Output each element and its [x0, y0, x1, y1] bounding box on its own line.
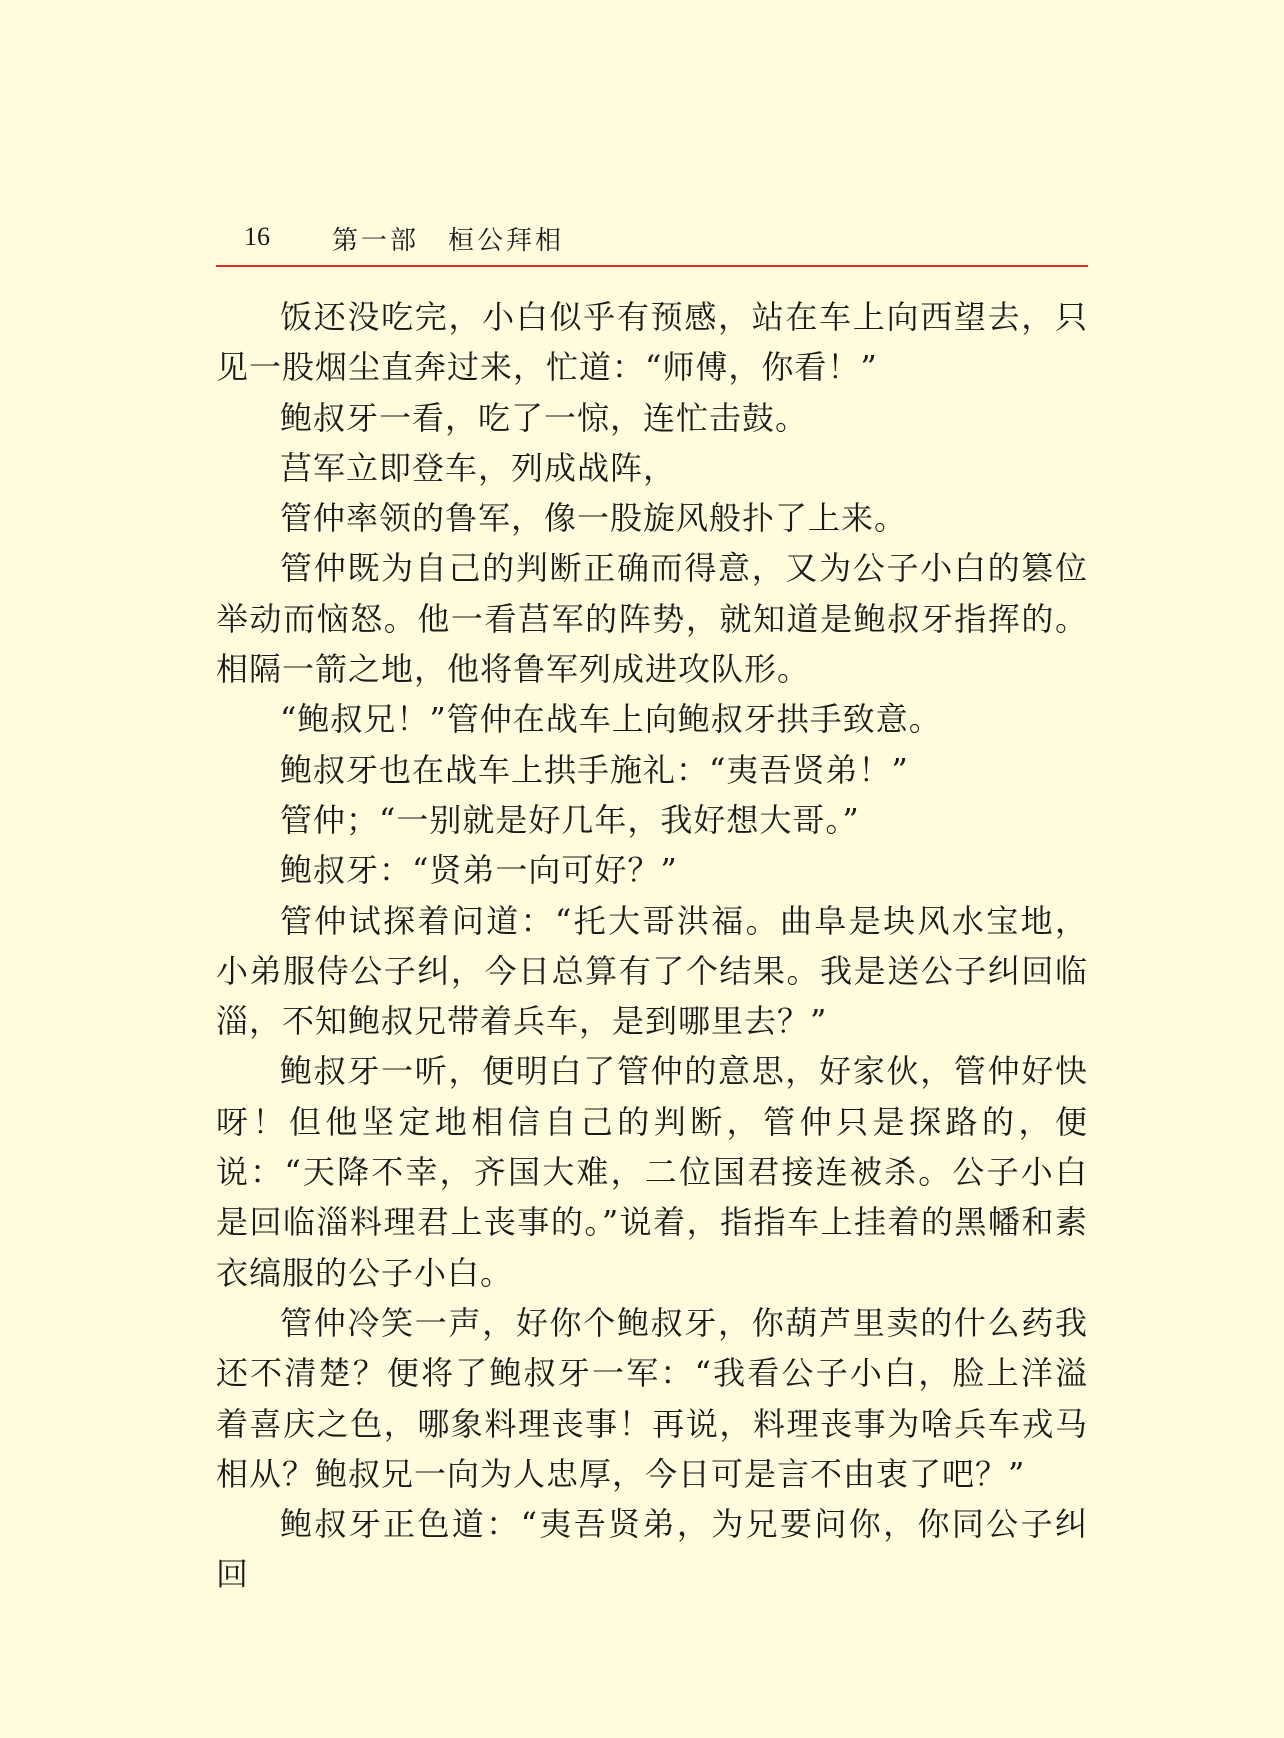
running-head: 第一部 桓公拜相	[332, 226, 565, 256]
paragraph: 管仲；“一别就是好几年，我好想大哥。”	[280, 800, 860, 839]
paragraph: 鲍叔牙一听，便明白了管仲的意思，好家伙，管仲好快呀！但他坚定地相信自己的判断，管仲只是探路的，便说：“天降不幸，齐国大难，二位国君接连被杀。公子小白是回临淄料理君上丧事的。”说着，指指车上挂着的黑幡和素衣缟服的公子小白。	[216, 1052, 1088, 1292]
paragraph: 鲍叔牙：“贤弟一向可好？”	[280, 851, 678, 890]
page-number: 16	[244, 222, 270, 251]
paragraph: 管仲率领的鲁军，像一股旋风般扑了上来。	[280, 499, 908, 538]
paragraph: 饭还没吃完，小白似乎有预感，站在车上向西望去，只见一股烟尘直奔过来，忙道：“师傅，你看！”	[216, 298, 1088, 387]
paragraph: 管仲试探着问道：“托大哥洪福。曲阜是块风水宝地，小弟服侍公子纠，今日总算有了个结果。我是送公子纠回临淄，不知鲍叔兄带着兵车，是到哪里去？”	[216, 901, 1088, 1041]
paragraph: 鲍叔牙也在战车上拱手施礼：“夷吾贤弟！”	[280, 750, 909, 789]
paragraph: 鲍叔牙一看，吃了一惊，连忙击鼓。	[280, 398, 809, 437]
header-rule	[216, 265, 1088, 267]
body-text	[216, 292, 1088, 1600]
paragraph: 莒军立即登车，列成战阵，	[280, 448, 677, 487]
paragraph: 管仲冷笑一声，好你个鲍叔牙，你葫芦里卖的什么药我还不清楚？便将了鲍叔牙一军：“我看公子小白，脸上洋溢着喜庆之色，哪象料理丧事！再说，料理丧事为啥兵车戎马相从？鲍叔兄一向为人忠厚，今日可是言不由衷了吧？”	[216, 1303, 1088, 1493]
paragraph: 鲍叔牙正色道：“夷吾贤弟，为兄要问你，你同公子纠回	[216, 1505, 1088, 1594]
page-header	[216, 218, 1088, 258]
paragraph: 管仲既为自己的判断正确而得意，又为公子小白的篡位举动而恼怒。他一看莒军的阵势，就知道是鲍叔牙指挥的。相隔一箭之地，他将鲁军列成进攻队形。	[216, 549, 1088, 689]
paragraph: “鲍叔兄！”管仲在战车上向鲍叔牙拱手致意。	[280, 700, 942, 739]
